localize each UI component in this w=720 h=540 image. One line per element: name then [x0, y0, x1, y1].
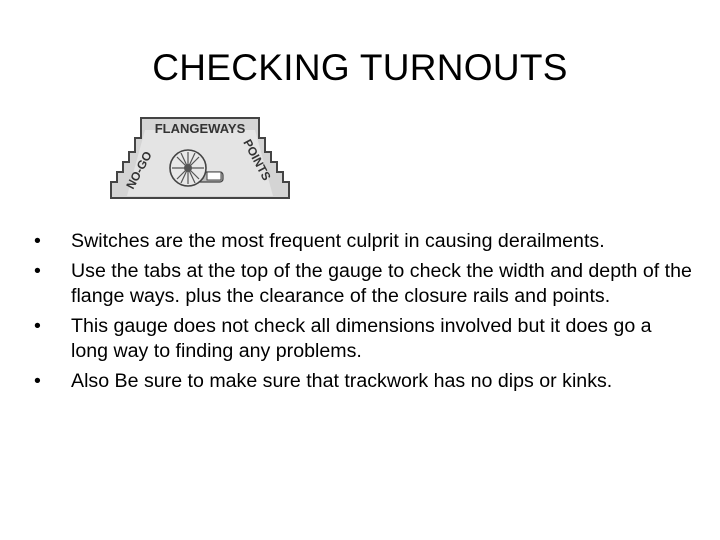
- list-item: [34, 369, 694, 394]
- gauge-label-top: FLANGEWAYS: [154, 121, 246, 136]
- bullet-glyph: •: [34, 230, 41, 252]
- list-item: [34, 259, 694, 309]
- bullet-glyph: •: [34, 315, 41, 337]
- bullet-text: Use the tabs at the top of the gauge to check the width and depth of the flange ways. plus the clearance of the closure rails and points.: [71, 260, 692, 307]
- bullet-text: This gauge does not check all dimensions involved but it does go a long way to finding any problems.: [71, 315, 652, 362]
- gauge-label-right: POINTS: [240, 136, 274, 183]
- list-item: [34, 229, 694, 254]
- bullet-glyph: •: [34, 260, 41, 282]
- bullet-text: Also Be sure to make sure that trackwork has no dips or kinks.: [71, 370, 613, 392]
- list-item: [34, 314, 694, 364]
- bullet-text: Switches are the most frequent culprit in causing derailments.: [71, 230, 605, 252]
- bullet-list: [34, 229, 694, 399]
- slide-title: CHECKING TURNOUTS: [152, 47, 568, 88]
- bullet-glyph: •: [34, 370, 41, 392]
- gauge-label-left: NO-GO: [123, 148, 155, 192]
- nmra-gauge-image: [105, 112, 295, 200]
